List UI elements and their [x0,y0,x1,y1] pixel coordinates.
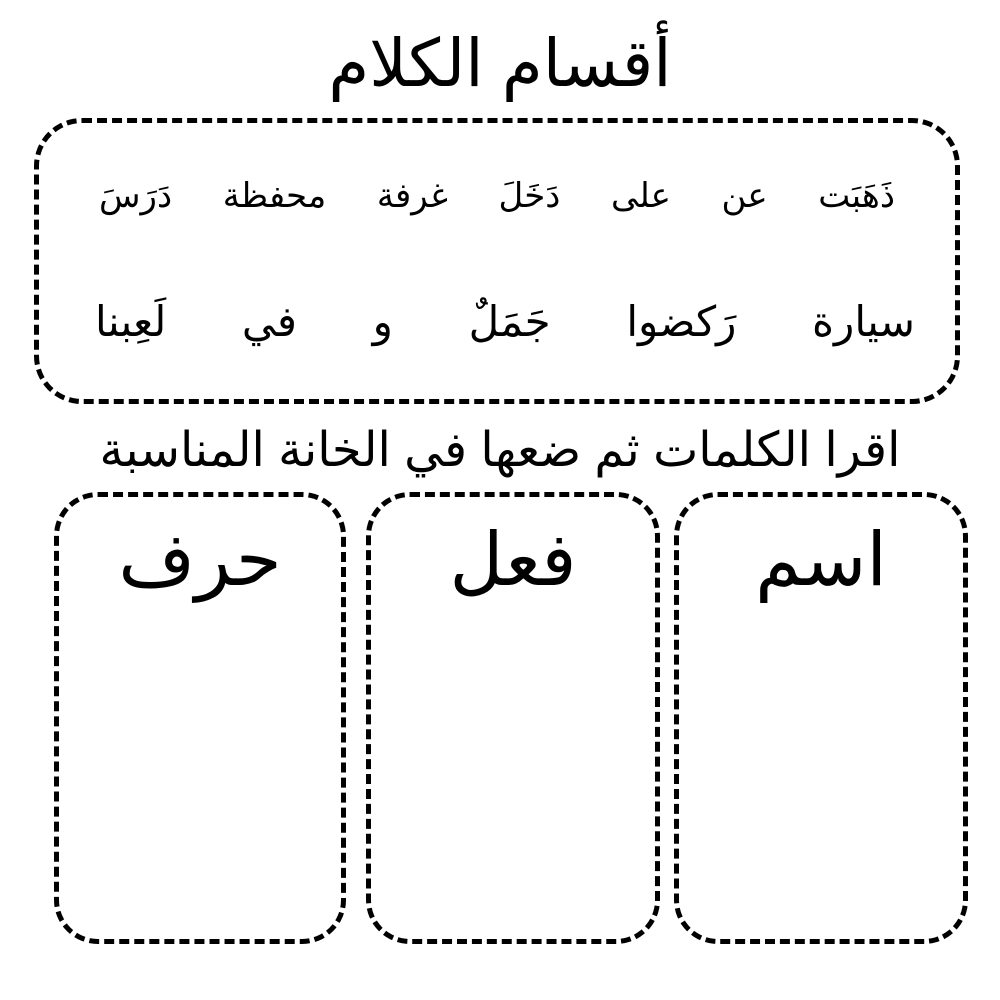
word-card[interactable]: رَكضوا [626,297,737,345]
word-row-1 [99,171,895,221]
word-card[interactable]: على [611,177,671,215]
word-card[interactable]: جَمَلٌ [468,297,551,345]
word-card[interactable]: في [241,297,297,345]
drop-zone-fil[interactable] [366,492,660,944]
word-card[interactable]: ذَهَبَت [818,177,895,215]
word-card[interactable]: دَرَسَ [99,177,173,215]
page-title: أقسام الكلام [328,26,672,100]
drop-zone-ism[interactable] [674,492,968,944]
word-row-2 [95,291,915,351]
drop-zone-harf[interactable] [54,492,346,944]
word-card[interactable]: محفظة [222,177,327,215]
category-label-fil: فعل [449,518,577,601]
word-card[interactable]: عن [721,177,768,215]
word-bank [34,118,960,404]
word-card[interactable]: لَعِبنا [95,297,167,345]
word-card[interactable]: دَخَلَ [498,177,561,215]
category-label-ism: اسم [755,518,887,601]
word-card[interactable]: سيارة [812,297,915,345]
instruction-text: اقرا الكلمات ثم ضعها في الخانة المناسبة [99,424,901,477]
word-card[interactable]: و [372,297,393,345]
category-label-harf: حرف [118,518,282,601]
word-card[interactable]: غرفة [376,177,448,215]
